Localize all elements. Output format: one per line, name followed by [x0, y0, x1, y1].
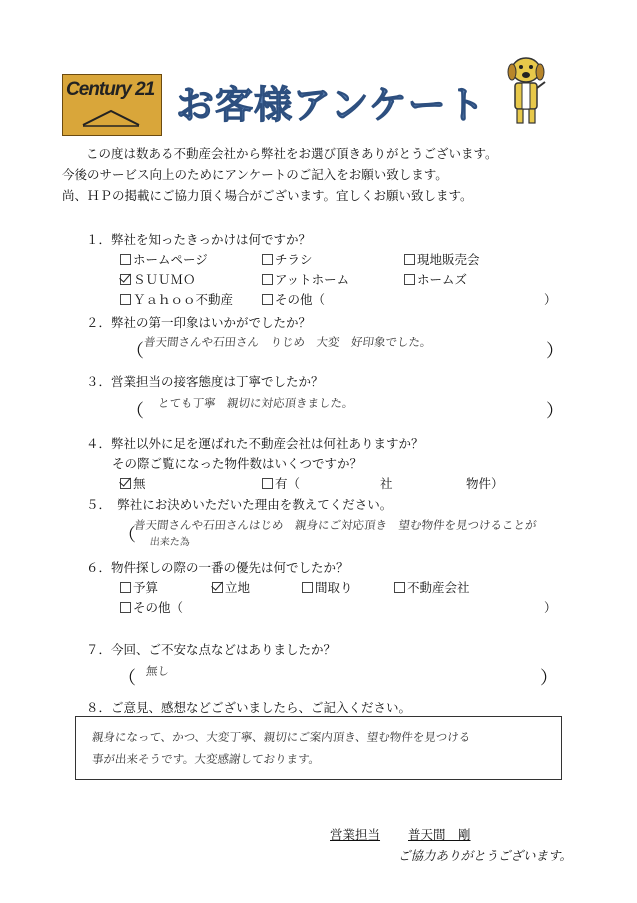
staff-label: 営業担当: [330, 827, 381, 842]
question-3: ３．営業担当の接客態度は丁寧でしたか？: [86, 374, 324, 389]
dog-mascot-icon: [503, 52, 549, 128]
question-6: ６．物件探しの際の一番の優先は何でしたか？: [86, 560, 349, 575]
checkbox[interactable]: [394, 582, 405, 593]
intro-line: 今後のサービス向上のためにアンケートのご記入をお願い致します。: [62, 167, 448, 182]
checkbox[interactable]: [120, 254, 131, 265]
q1-option[interactable]: ホームズ: [404, 270, 467, 288]
q4-unit-company: 社: [380, 476, 393, 491]
close-paren: ）: [546, 401, 564, 422]
open-paren: （: [126, 401, 144, 422]
century21-logo: [62, 74, 162, 136]
page-title: お客様アンケート: [176, 82, 486, 127]
answer-3[interactable]: とても丁寧 親切に対応頂きました。: [157, 396, 355, 410]
close-paren: ）: [544, 292, 557, 307]
open-paren: （: [118, 668, 136, 689]
question-8: ８．ご意見、感想などございましたら、ご記入ください。: [86, 700, 412, 715]
close-paren: ）: [540, 668, 558, 689]
question-2: ２．弊社の第一印象はいかがでしたか？: [86, 315, 312, 330]
answer-5-line2[interactable]: 出来た為: [149, 537, 191, 548]
answer-5-line1[interactable]: 普天間さんや石田さんはじめ 親身にご対応頂き 望む物件を見つけることが: [133, 518, 538, 532]
checkbox[interactable]: [404, 274, 415, 285]
q6-option[interactable]: その他（: [120, 598, 183, 616]
intro-line: 尚、ＨＰの掲載にご協力頂く場合がございます。宜しくお願い致します。: [62, 188, 473, 203]
staff-name: 普天間 剛: [408, 827, 471, 842]
logo-wordmark: Century 21: [66, 79, 155, 100]
answer-7[interactable]: 無し: [145, 664, 170, 678]
answer-2[interactable]: 普天間さんや石田さん りじめ 大変 好印象でした。: [143, 335, 433, 349]
q6-option[interactable]: 立地: [212, 578, 250, 596]
checkbox[interactable]: [262, 274, 273, 285]
close-paren: ）: [546, 341, 564, 362]
house-roof-icon: [81, 108, 141, 128]
checkbox[interactable]: [262, 478, 273, 489]
question-4: ４．弊社以外に足を運ばれた不動産会社は何社ありますか？: [86, 436, 424, 451]
checkbox[interactable]: [120, 294, 131, 305]
q6-option[interactable]: 不動産会社: [394, 578, 470, 596]
thanks-text: ご協力ありがとうございます。: [398, 848, 573, 863]
comment-box[interactable]: [75, 716, 562, 780]
answer-8-line1[interactable]: 親身になって、かつ、大変丁寧、親切にご案内頂き、望む物件を見つける: [91, 730, 472, 744]
open-paren: （: [118, 525, 136, 546]
q4-option-none[interactable]: 無: [120, 474, 146, 492]
q1-option[interactable]: チラシ: [262, 250, 313, 268]
intro-line: この度は数ある不動産会社から弊社をお選び頂きありがとうございます。: [86, 146, 498, 161]
checkbox[interactable]: [120, 582, 131, 593]
close-paren: ）: [544, 600, 557, 615]
question-1: １．弊社を知ったきっかけは何ですか？: [86, 232, 312, 247]
checkbox[interactable]: [262, 254, 273, 265]
q6-option[interactable]: 間取り: [302, 578, 353, 596]
q1-option[interactable]: ホームページ: [120, 250, 208, 268]
checkbox[interactable]: [404, 254, 415, 265]
q1-option[interactable]: Ｙａｈｏｏ不動産: [120, 290, 233, 308]
checkbox[interactable]: [302, 582, 313, 593]
checkbox-checked[interactable]: [120, 478, 131, 489]
q1-option[interactable]: その他（: [262, 290, 325, 308]
checkbox-checked[interactable]: [212, 582, 223, 593]
question-4-sub: その際ご覧になった物件数はいくつですか？: [112, 456, 363, 471]
q6-option[interactable]: 予算: [120, 578, 158, 596]
q4-unit-property: 物件）: [466, 476, 504, 491]
checkbox-checked[interactable]: [120, 274, 131, 285]
question-5: ５． 弊社にお決めいただいた理由を教えてください。: [86, 497, 393, 512]
q1-option[interactable]: アットホーム: [262, 270, 349, 288]
checkbox[interactable]: [262, 294, 273, 305]
q1-option[interactable]: 現地販売会: [404, 250, 480, 268]
question-7: ７．今回、ご不安な点などはありましたか？: [86, 642, 337, 657]
checkbox[interactable]: [120, 602, 131, 613]
q4-option-yes[interactable]: 有（: [262, 474, 300, 492]
open-paren: （: [126, 341, 144, 362]
answer-8-line2[interactable]: 事が出来そうです。大変感謝しております。: [91, 752, 321, 766]
q1-option[interactable]: ＳＵＵＭＯ: [120, 270, 196, 288]
